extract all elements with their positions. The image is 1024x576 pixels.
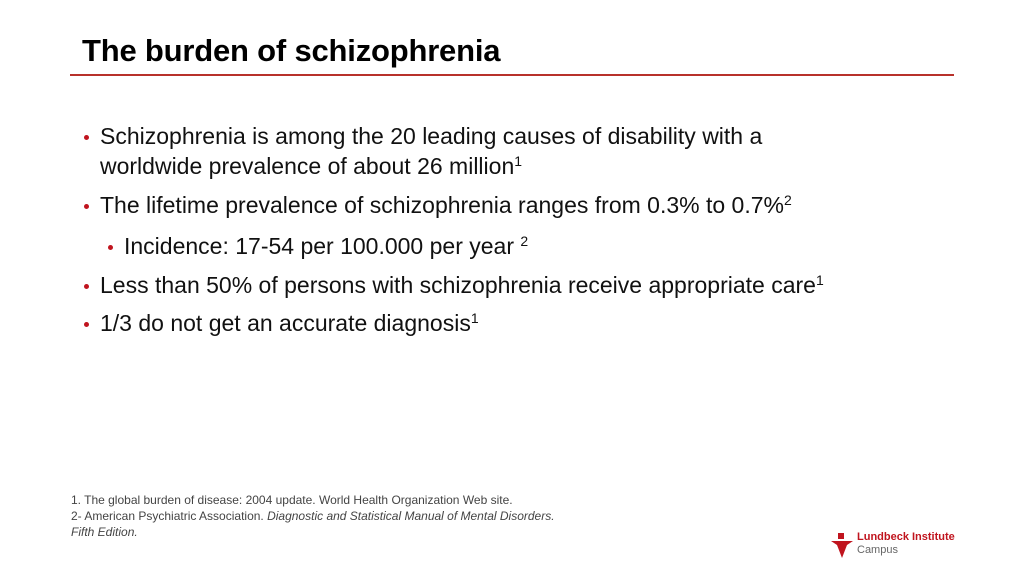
citation: 1: [514, 153, 523, 169]
citation: 1: [470, 310, 479, 326]
footnote-2-title: Diagnostic and Statistical Manual of Mental Disorders.: [267, 509, 555, 523]
bullet-text: Incidence: 17-54 per 100.000 per year: [124, 233, 521, 259]
citation: 2: [520, 233, 529, 249]
bullet-4: [100, 310, 479, 337]
footnote-1: 1. The global burden of disease: 2004 update. World Health Organization Web site.: [71, 493, 513, 507]
footnote-2-edition: Fifth Edition.: [71, 525, 138, 539]
bullet-text: Less than 50% of persons with schizophrenia receive appropriate care: [100, 272, 816, 298]
title-underline: [70, 74, 954, 76]
bullet-1-line-1: Schizophrenia is among the 20 leading causes of disability with a: [100, 123, 763, 149]
bullet-dot: [84, 204, 89, 209]
footnote-2-author: 2- American Psychiatric Association.: [71, 509, 268, 523]
footnote-2: [71, 509, 555, 523]
bullet-2: [100, 192, 792, 219]
bullet-1-line-2: [100, 153, 522, 180]
bullet-dot: [84, 284, 89, 289]
bullet-dot: [84, 135, 89, 140]
slide-title: The burden of schizophrenia: [82, 33, 501, 68]
logo-line-1: Lundbeck Institute: [857, 531, 955, 543]
bullet-text: 1/3 do not get an accurate diagnosis: [100, 310, 471, 336]
bullet-text: The lifetime prevalence of schizophrenia ranges from 0.3% to 0.7%: [100, 192, 784, 218]
sub-bullet-incidence: [124, 233, 528, 260]
citation: 1: [815, 272, 824, 288]
lundbeck-logo: [830, 530, 955, 565]
bullet-dot: [84, 322, 89, 327]
lundbeck-emblem-icon: [830, 530, 854, 560]
footnote-2-cont: [71, 525, 138, 539]
citation: 2: [783, 192, 792, 208]
sub-bullet-dot: [108, 245, 113, 250]
bullet-text: worldwide prevalence of about 26 million: [100, 153, 515, 179]
logo-line-2: Campus: [857, 544, 898, 556]
bullet-3: [100, 272, 824, 299]
